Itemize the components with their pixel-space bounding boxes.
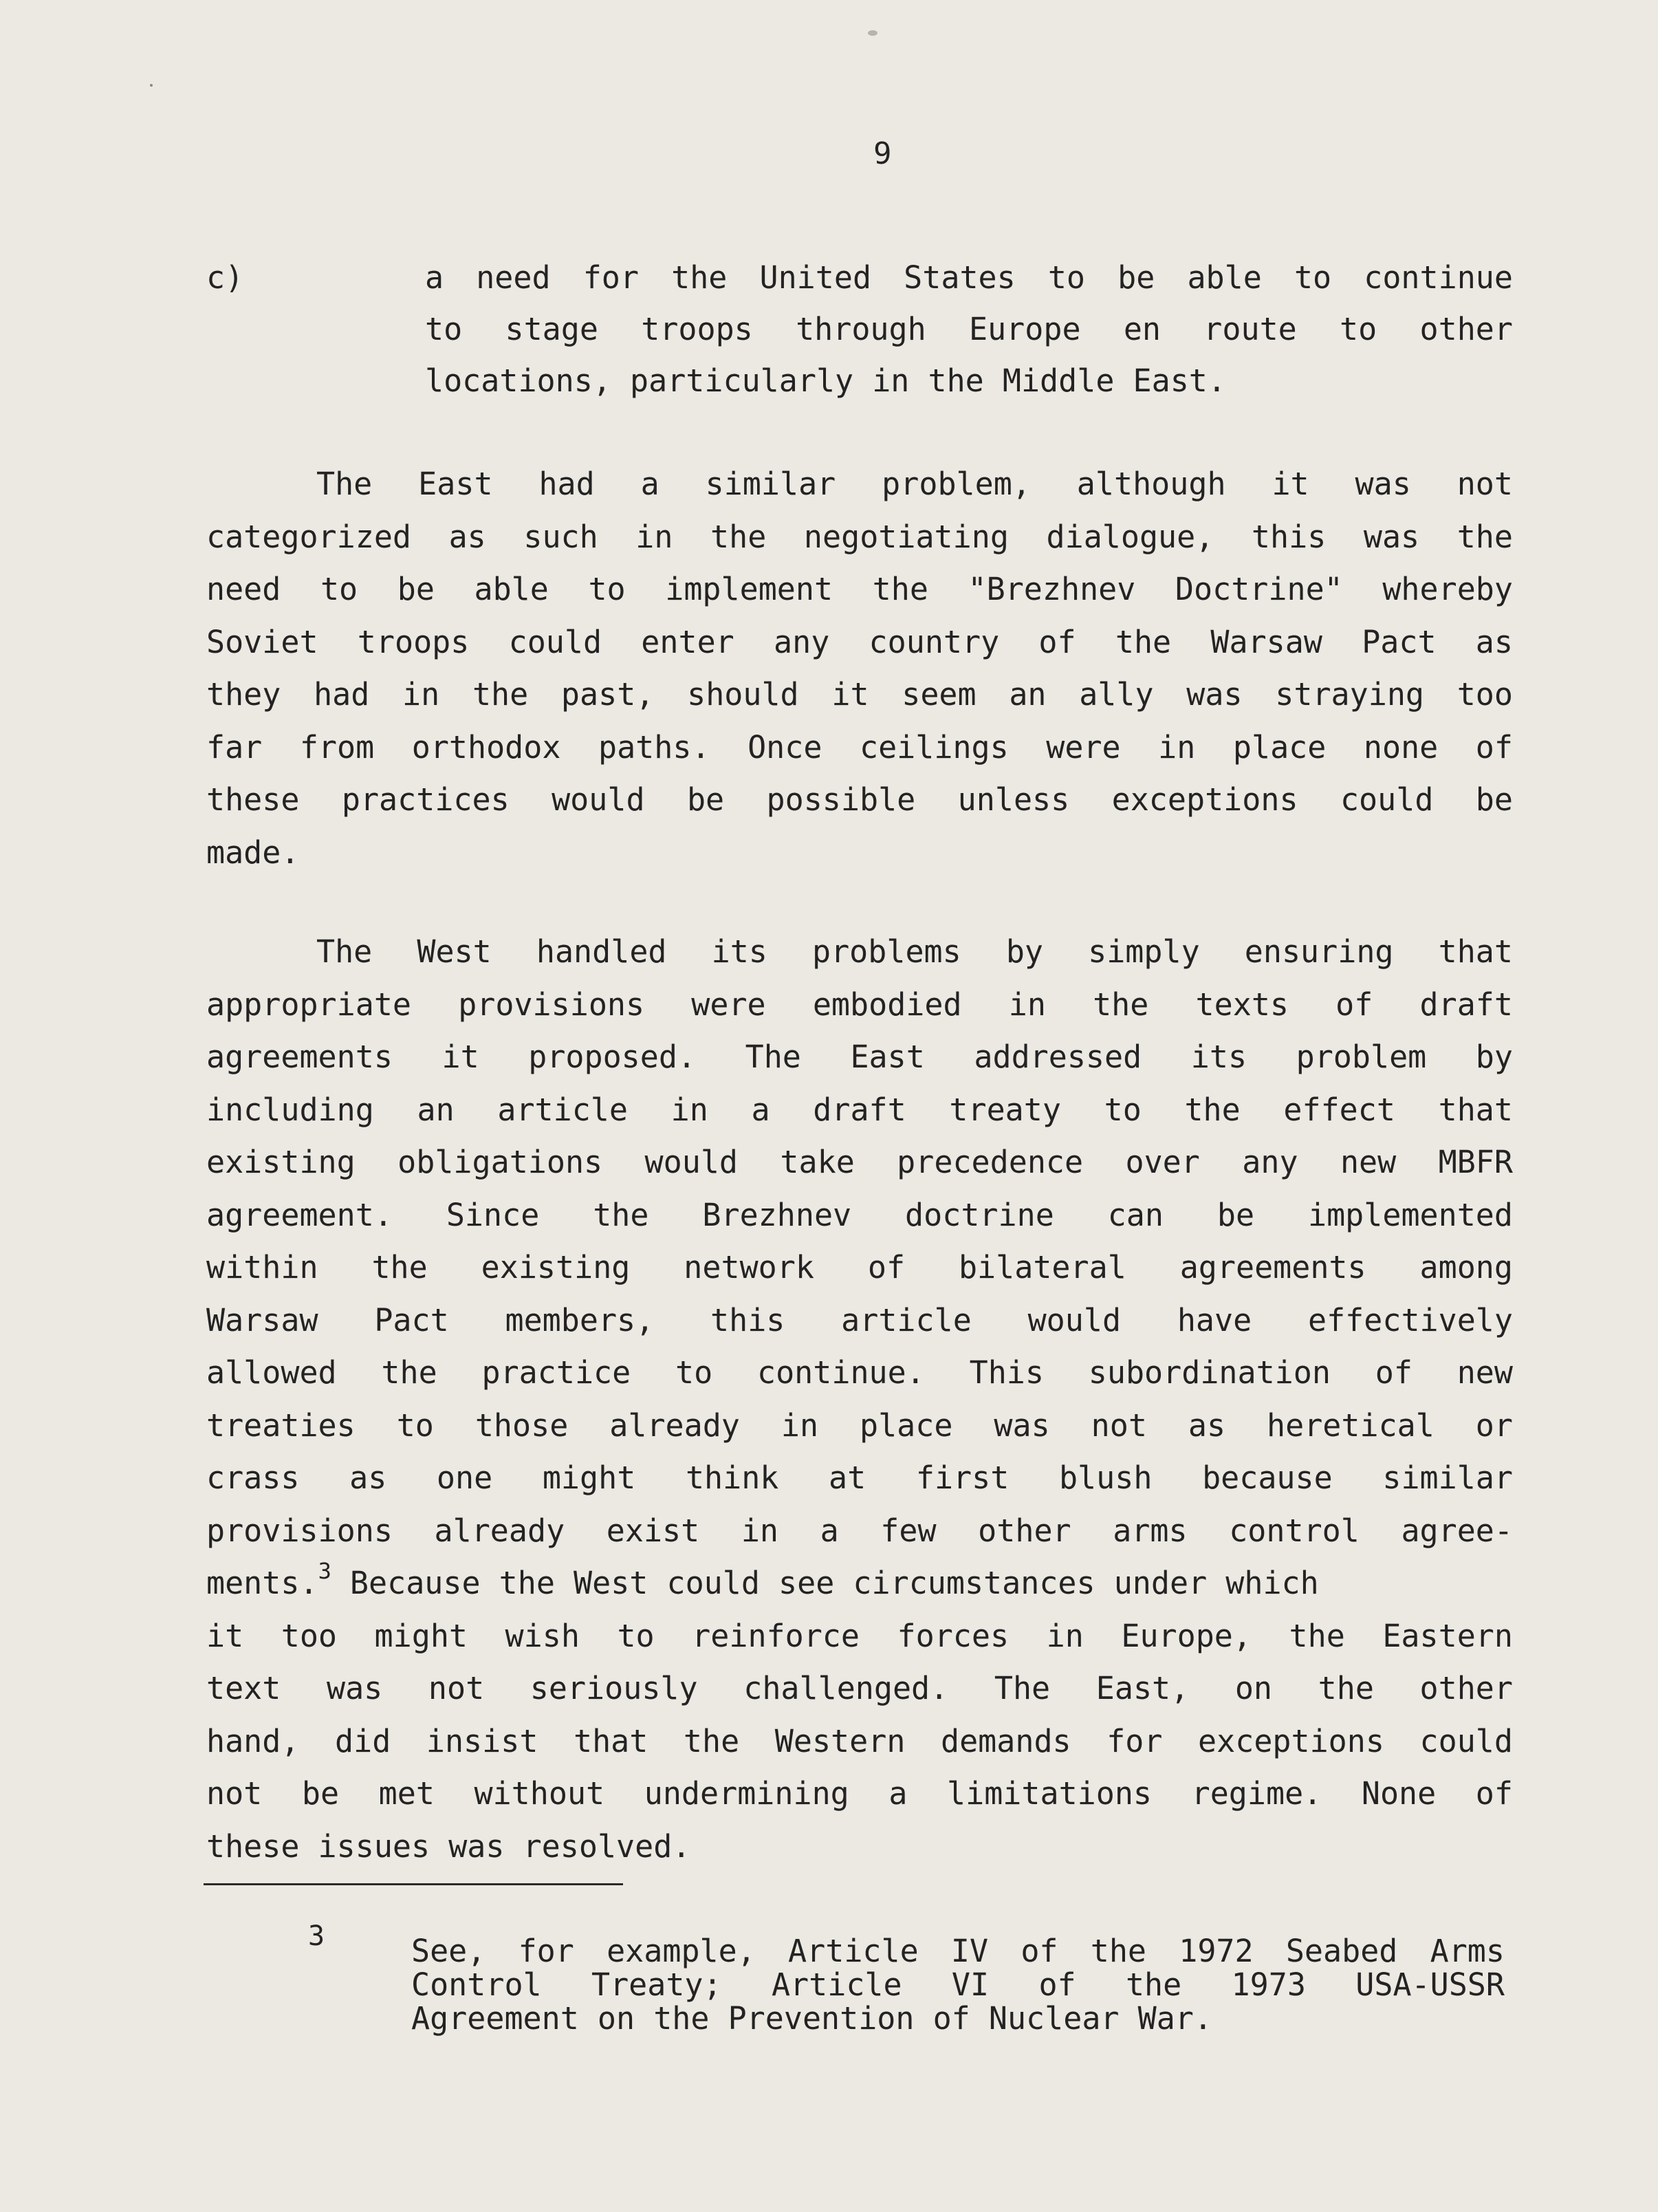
text-line: allowed the practice to continue. This subordination of new [206, 1354, 1513, 1391]
text-line: not be met without undermining a limitations regime. None of [206, 1775, 1513, 1812]
text-line: agreement. Since the Brezhnev doctrine can be implemented [206, 1196, 1513, 1233]
text-line: a need for the United States to be able to continue [425, 259, 1513, 296]
text-line: these issues was resolved. [206, 1828, 691, 1865]
text-line-with-reference [206, 1557, 1513, 1610]
footnote-text [411, 1934, 1505, 2035]
text-line: locations, particularly in the Middle East. [425, 362, 1226, 399]
text-line: The West handled its problems by simply ensuring that [316, 933, 1513, 970]
page-number: 9 [873, 136, 892, 171]
text-line: The East had a similar problem, although it was not [316, 466, 1513, 502]
list-item-body [425, 252, 1513, 406]
text-line: far from orthodox paths. Once ceilings were in place none of [206, 728, 1513, 766]
text-fragment: ments. [206, 1565, 318, 1601]
text-line: need to be able to implement the "Brezhnev Doctrine" whereby [206, 571, 1513, 607]
paper-speck [150, 84, 153, 87]
list-item-label: c) [206, 259, 244, 296]
text-fragment: Because the West could see circumstances under which [331, 1565, 1319, 1601]
text-line: to stage troops through Europe en route to other [425, 311, 1513, 347]
text-line: they had in the past, should it seem an ally was straying too [206, 676, 1513, 713]
text-line: existing obligations would take precedence over any new MBFR [206, 1144, 1513, 1180]
text-line: appropriate provisions were embodied in the texts of draft [206, 986, 1513, 1023]
text-line: categorized as such in the negotiating dialogue, this was the [206, 518, 1513, 555]
text-line: including an article in a draft treaty to the effect that [206, 1091, 1513, 1128]
text-line: made. [206, 834, 300, 871]
paper-mark [868, 30, 877, 36]
footnote-line: Control Treaty; Article VI of the 1973 USA-USSR [411, 1966, 1505, 2003]
footnote-line: Agreement on the Prevention of Nuclear War. [411, 2000, 1212, 2037]
footnote-line: See, for example, Article IV of the 1972 Seabed Arms [411, 1933, 1505, 1969]
paragraph-west-handled [206, 926, 1513, 1873]
footnote-separator [204, 1883, 623, 1885]
text-line: treaties to those already in place was not as heretical or [206, 1407, 1513, 1444]
text-line: these practices would be possible unless exceptions could be [206, 781, 1513, 818]
text-line: crass as one might think at first blush because similar [206, 1460, 1513, 1496]
text-line: agreements it proposed. The East addressed its problem by [206, 1039, 1513, 1075]
text-line: Warsaw Pact members, this article would have effectively [206, 1301, 1513, 1338]
text-line: text was not seriously challenged. The East, on the other [206, 1670, 1513, 1706]
paragraph-east-problem [206, 458, 1513, 879]
text-line: within the existing network of bilateral agreements among [206, 1249, 1513, 1286]
text-line: it too might wish to reinforce forces in Europe, the Eastern [206, 1617, 1513, 1654]
footnote-reference-3: 3 [318, 1558, 331, 1584]
footnote-number: 3 [308, 1920, 325, 1952]
text-line: provisions already exist in a few other arms control agree- [206, 1512, 1513, 1549]
text-line: Soviet troops could enter any country of the Warsaw Pact as [206, 623, 1513, 660]
text-line: hand, did insist that the Western demands for exceptions could [206, 1722, 1513, 1759]
